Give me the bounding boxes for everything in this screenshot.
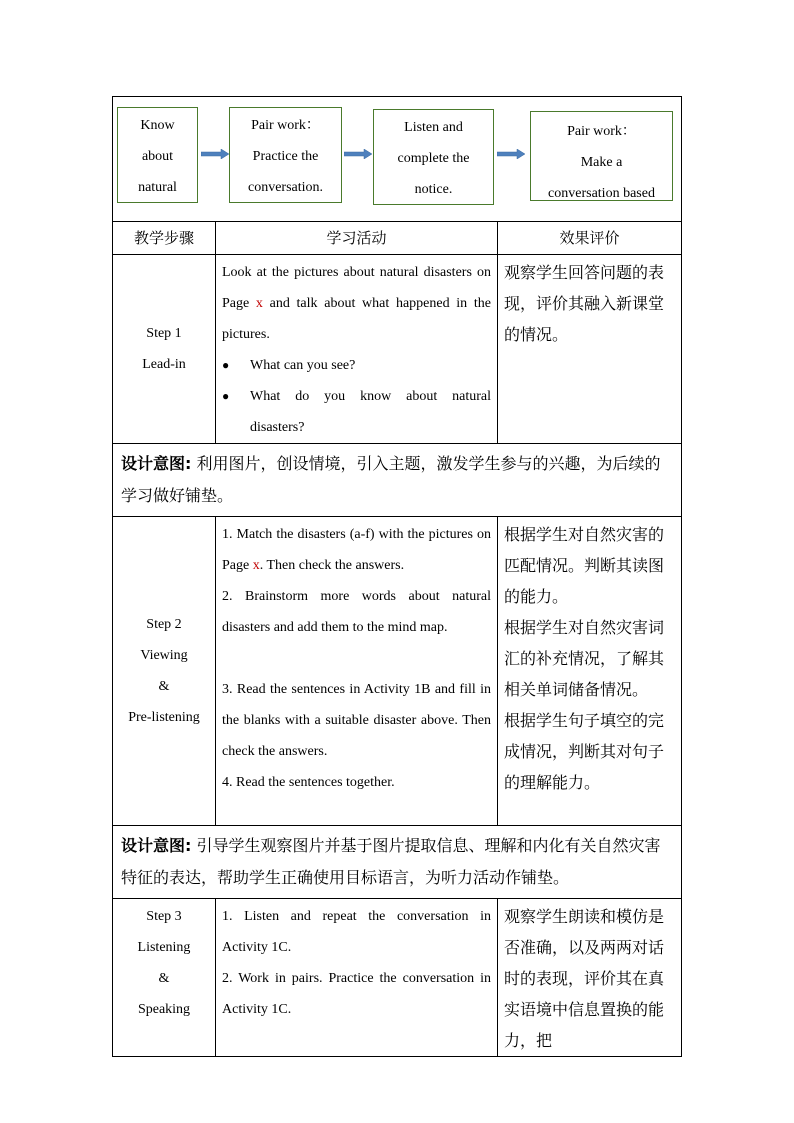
- step-title: Speaking: [137, 1002, 191, 1017]
- intent-label: 设计意图:: [121, 836, 192, 855]
- activity-text: Look at the pictures about natural disasters on Page x and talk about what happened in the pictures.: [222, 265, 491, 342]
- step-label: Step 2: [146, 617, 182, 632]
- header-steps: 教学步骤: [113, 222, 216, 255]
- flow-text: conversation based: [548, 186, 655, 201]
- step-title: Viewing: [140, 648, 188, 663]
- step-label: Step 1: [146, 326, 182, 341]
- flow-box-pair-work: [229, 107, 342, 203]
- flow-text: natural: [138, 180, 177, 195]
- step-label: Step 3: [146, 909, 182, 924]
- flow-text: notice.: [414, 182, 453, 197]
- header-evaluation: 效果评价: [498, 222, 682, 255]
- design-intent-1: [113, 444, 682, 517]
- design-intent-2: [113, 826, 682, 899]
- step-title: Pre-listening: [128, 710, 200, 725]
- flow-diagram: [113, 97, 682, 222]
- flow-box-listen: [373, 109, 494, 205]
- step-title: Lead-in: [142, 357, 186, 372]
- bullet-icon: [222, 350, 250, 381]
- step3-row: [113, 899, 682, 1057]
- evaluation-item: 根据学生对自然灾害的匹配情况。判断其读图的能力。: [504, 525, 665, 606]
- flow-text: Listen and: [404, 120, 463, 135]
- step1-name: [113, 255, 216, 444]
- page-ref: x: [252, 558, 260, 573]
- arrow-right-icon: [201, 149, 229, 159]
- step2-row: [113, 517, 682, 826]
- step2-activity: [216, 517, 498, 826]
- step-title: Listening: [137, 940, 191, 955]
- bullet-item: ● What can you see?: [222, 350, 491, 381]
- step2-name: [113, 517, 216, 826]
- step3-name: [113, 899, 216, 1057]
- step1-activity: [216, 255, 498, 444]
- flow-text: conversation.: [247, 180, 324, 195]
- intent1-row: [113, 444, 682, 517]
- activity-item: 1. Listen and repeat the conversation in Activity 1C.: [222, 909, 491, 955]
- evaluation-item: 根据学生对自然灾害词汇的补充情况，了解其相关单词储备情况。: [504, 618, 665, 699]
- activity-item: 1. Match the disasters (a-f) with the pictures on Page x. Then check the answers.: [222, 527, 491, 573]
- arrow-right-icon: [344, 149, 372, 159]
- step2-evaluation: [498, 517, 682, 826]
- lesson-plan: [112, 96, 681, 1057]
- bullet-item: ● What do you know about natural disasters?: [222, 381, 491, 443]
- bullet-icon: [222, 381, 250, 443]
- flow-text: Pair work：: [567, 124, 636, 139]
- evaluation-item: 根据学生句子填空的完成情况，判断其对句子的理解能力。: [504, 711, 665, 792]
- flow-text: Know: [140, 118, 175, 133]
- intent-label: 设计意图:: [121, 454, 192, 473]
- step-ampersand: &: [158, 679, 170, 694]
- flow-text: about: [141, 149, 174, 164]
- activity-item: 3. Read the sentences in Activity 1B and fill in the blanks with a suitable disaster above. Then check the answers.: [222, 682, 491, 759]
- step-ampersand: &: [158, 971, 170, 986]
- activity-item: 2. Work in pairs. Practice the conversation in Activity 1C.: [222, 971, 491, 1017]
- flow-box-know: [117, 107, 198, 203]
- header-activities: 学习活动: [216, 222, 498, 255]
- flow-text: Practice the: [252, 149, 319, 164]
- flow-text: complete the: [397, 151, 470, 166]
- step3-activity: [216, 899, 498, 1057]
- activity-item: 4. Read the sentences together.: [222, 775, 395, 790]
- step1-evaluation: 观察学生回答问题的表现，评价其融入新课堂的情况。: [498, 255, 682, 444]
- intent-text: 引导学生观察图片并基于图片提取信息、理解和内化有关自然灾害特征的表达，帮助学生正确使用目标语言，为听力活动作铺垫。: [121, 836, 661, 887]
- flow-text: Make a: [580, 155, 623, 170]
- step1-row: [113, 255, 682, 444]
- lesson-table: [112, 96, 682, 1057]
- arrow-right-icon: [497, 149, 525, 159]
- flow-text: Pair work：: [251, 118, 320, 133]
- step3-evaluation: 观察学生朗读和模仿是否准确，以及两两对话时的表现，评价其在真实语境中信息置换的能力，把: [498, 899, 682, 1057]
- activity-item: 2. Brainstorm more words about natural disasters and add them to the mind map.: [222, 589, 491, 635]
- intent2-row: [113, 826, 682, 899]
- intent-text: 利用图片，创设情境，引入主题，激发学生参与的兴趣，为后续的学习做好铺垫。: [121, 454, 661, 505]
- flow-box-make-conversation: [530, 111, 673, 201]
- page-ref: x: [255, 296, 263, 311]
